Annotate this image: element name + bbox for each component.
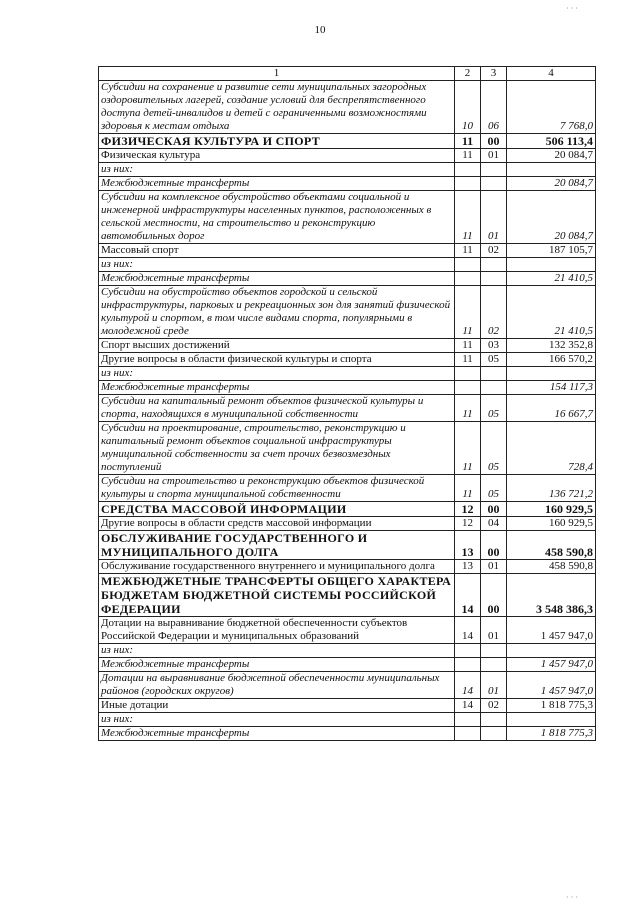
scan-mark: · · · xyxy=(566,4,578,13)
row-section-code: 14 xyxy=(455,574,481,617)
row-amount: 132 352,8 xyxy=(507,339,596,353)
row-amount: 154 117,3 xyxy=(507,381,596,395)
table-row xyxy=(99,244,596,258)
row-name: Межбюджетные трансферты xyxy=(99,381,455,395)
row-section-code: 11 xyxy=(455,475,481,502)
row-subsection-code: 05 xyxy=(481,422,507,475)
row-amount: 20 084,7 xyxy=(507,191,596,244)
row-section-code xyxy=(455,381,481,395)
row-subsection-code: 06 xyxy=(481,81,507,134)
row-section-code xyxy=(455,727,481,741)
row-name: Субсидии на комплексное обустройство объектами социальной и инженерной инфраструктуры населенных пунктов, расположенных в сельской местности, на строительство и реконструкцию автомобильных дорог xyxy=(99,191,455,244)
table-row xyxy=(99,258,596,272)
row-name: Обслуживание государственного внутреннего и муниципального долга xyxy=(99,560,455,574)
row-section-code xyxy=(455,367,481,381)
row-section-code: 13 xyxy=(455,531,481,560)
row-amount xyxy=(507,713,596,727)
row-subsection-code: 01 xyxy=(481,617,507,644)
row-name: Субсидии на капитальный ремонт объектов физической культуры и спорта, находящихся в муниципальной собственности xyxy=(99,395,455,422)
table-row xyxy=(99,272,596,286)
row-section-code xyxy=(455,163,481,177)
row-section-code: 14 xyxy=(455,617,481,644)
table-row xyxy=(99,149,596,163)
row-name: из них: xyxy=(99,163,455,177)
table-row xyxy=(99,134,596,149)
table-row xyxy=(99,163,596,177)
row-section-code xyxy=(455,272,481,286)
row-amount: 1 818 775,3 xyxy=(507,727,596,741)
table-row xyxy=(99,531,596,560)
row-amount: 728,4 xyxy=(507,422,596,475)
table-row xyxy=(99,353,596,367)
row-subsection-code xyxy=(481,367,507,381)
table-row xyxy=(99,286,596,339)
table-row xyxy=(99,617,596,644)
row-subsection-code xyxy=(481,163,507,177)
row-amount: 1 457 947,0 xyxy=(507,672,596,699)
row-section-code: 14 xyxy=(455,699,481,713)
table-row xyxy=(99,339,596,353)
table-row xyxy=(99,560,596,574)
row-subsection-code: 02 xyxy=(481,699,507,713)
row-amount: 1 818 775,3 xyxy=(507,699,596,713)
row-subsection-code xyxy=(481,258,507,272)
row-amount: 1 457 947,0 xyxy=(507,658,596,672)
row-amount: 506 113,4 xyxy=(507,134,596,149)
row-name: Субсидии на проектирование, строительство, реконструкцию и капитальный ремонт объектов социальной инфраструктуры муниципальной собственности за счет прочих безвозмездных поступлений xyxy=(99,422,455,475)
row-amount: 3 548 386,3 xyxy=(507,574,596,617)
row-section-code: 11 xyxy=(455,422,481,475)
row-name: Дотации на выравнивание бюджетной обеспеченности муниципальных районов (городских округов) xyxy=(99,672,455,699)
row-subsection-code: 02 xyxy=(481,244,507,258)
row-amount: 7 768,0 xyxy=(507,81,596,134)
row-subsection-code: 05 xyxy=(481,395,507,422)
row-name: МЕЖБЮДЖЕТНЫЕ ТРАНСФЕРТЫ ОБЩЕГО ХАРАКТЕРА БЮДЖЕТАМ БЮДЖЕТНОЙ СИСТЕМЫ РОССИЙСКОЙ ФЕДЕРАЦИИ xyxy=(99,574,455,617)
row-section-code: 12 xyxy=(455,517,481,531)
row-amount: 20 084,7 xyxy=(507,177,596,191)
table-row xyxy=(99,381,596,395)
table-row xyxy=(99,574,596,617)
row-section-code: 12 xyxy=(455,502,481,517)
row-name: Другие вопросы в области физической культуры и спорта xyxy=(99,353,455,367)
row-amount xyxy=(507,644,596,658)
row-section-code: 11 xyxy=(455,134,481,149)
row-amount: 21 410,5 xyxy=(507,286,596,339)
table-row xyxy=(99,699,596,713)
row-name: ФИЗИЧЕСКАЯ КУЛЬТУРА И СПОРТ xyxy=(99,134,455,149)
row-section-code: 11 xyxy=(455,395,481,422)
header-cell: 2 xyxy=(455,67,481,81)
row-section-code: 13 xyxy=(455,560,481,574)
table-row xyxy=(99,502,596,517)
row-section-code xyxy=(455,713,481,727)
row-section-code: 11 xyxy=(455,353,481,367)
row-name: СРЕДСТВА МАССОВОЙ ИНФОРМАЦИИ xyxy=(99,502,455,517)
header-cell: 3 xyxy=(481,67,507,81)
row-amount: 458 590,8 xyxy=(507,531,596,560)
row-name: из них: xyxy=(99,258,455,272)
row-name: Межбюджетные трансферты xyxy=(99,272,455,286)
row-name: из них: xyxy=(99,644,455,658)
row-amount: 20 084,7 xyxy=(507,149,596,163)
row-name: ОБСЛУЖИВАНИЕ ГОСУДАРСТВЕННОГО И МУНИЦИПАЛЬНОГО ДОЛГА xyxy=(99,531,455,560)
table-header-row xyxy=(99,67,596,81)
budget-table xyxy=(98,66,596,741)
row-name: Спорт высших достижений xyxy=(99,339,455,353)
row-subsection-code: 02 xyxy=(481,286,507,339)
row-section-code: 11 xyxy=(455,286,481,339)
row-section-code: 11 xyxy=(455,149,481,163)
table-row xyxy=(99,658,596,672)
page-number: 10 xyxy=(314,24,326,36)
row-name: Дотации на выравнивание бюджетной обеспеченности субъектов Российской Федерации и муниципальных образований xyxy=(99,617,455,644)
row-subsection-code xyxy=(481,713,507,727)
row-subsection-code xyxy=(481,272,507,286)
row-name: Другие вопросы в области средств массовой информации xyxy=(99,517,455,531)
row-name: Межбюджетные трансферты xyxy=(99,658,455,672)
table-row xyxy=(99,713,596,727)
row-subsection-code: 00 xyxy=(481,134,507,149)
row-subsection-code: 03 xyxy=(481,339,507,353)
row-name: Физическая культура xyxy=(99,149,455,163)
row-section-code: 14 xyxy=(455,672,481,699)
row-subsection-code: 00 xyxy=(481,574,507,617)
row-amount: 16 667,7 xyxy=(507,395,596,422)
row-subsection-code: 05 xyxy=(481,475,507,502)
row-section-code xyxy=(455,177,481,191)
header-cell: 1 xyxy=(99,67,455,81)
scan-mark: · · · xyxy=(566,893,578,902)
table-row xyxy=(99,517,596,531)
row-subsection-code xyxy=(481,658,507,672)
row-subsection-code: 00 xyxy=(481,531,507,560)
row-amount: 458 590,8 xyxy=(507,560,596,574)
table-row xyxy=(99,644,596,658)
row-amount: 21 410,5 xyxy=(507,272,596,286)
row-amount: 187 105,7 xyxy=(507,244,596,258)
table-row xyxy=(99,475,596,502)
row-subsection-code: 01 xyxy=(481,560,507,574)
row-name: из них: xyxy=(99,713,455,727)
row-name: Межбюджетные трансферты xyxy=(99,727,455,741)
row-name: Субсидии на обустройство объектов городской и сельской инфраструктуры, парковых и рекреационных зон для занятий физической культурой и спортом, в том числе видами спорта, популярными в молодежной среде xyxy=(99,286,455,339)
row-section-code: 11 xyxy=(455,339,481,353)
table-row xyxy=(99,727,596,741)
row-subsection-code xyxy=(481,727,507,741)
row-amount: 136 721,2 xyxy=(507,475,596,502)
row-subsection-code xyxy=(481,644,507,658)
row-name: Субсидии на сохранение и развитие сети муниципальных загородных оздоровительных лагерей, создание условий для беспрепятственного доступа детей-инвалидов и детей с ограниченными возможностями здоровья к местам отдыха xyxy=(99,81,455,134)
row-section-code xyxy=(455,258,481,272)
row-subsection-code: 01 xyxy=(481,191,507,244)
row-section-code: 11 xyxy=(455,244,481,258)
row-subsection-code: 04 xyxy=(481,517,507,531)
row-name: Массовый спорт xyxy=(99,244,455,258)
row-name: Межбюджетные трансферты xyxy=(99,177,455,191)
row-name: Иные дотации xyxy=(99,699,455,713)
row-amount xyxy=(507,258,596,272)
row-amount xyxy=(507,367,596,381)
table-row xyxy=(99,81,596,134)
table-row xyxy=(99,422,596,475)
row-subsection-code: 01 xyxy=(481,149,507,163)
row-subsection-code: 05 xyxy=(481,353,507,367)
header-cell: 4 xyxy=(507,67,596,81)
row-subsection-code: 00 xyxy=(481,502,507,517)
row-amount: 1 457 947,0 xyxy=(507,617,596,644)
row-amount xyxy=(507,163,596,177)
table-row xyxy=(99,395,596,422)
row-name: из них: xyxy=(99,367,455,381)
row-amount: 166 570,2 xyxy=(507,353,596,367)
row-section-code: 11 xyxy=(455,191,481,244)
row-subsection-code: 01 xyxy=(481,672,507,699)
row-name: Субсидии на строительство и реконструкцию объектов физической культуры и спорта муниципальной собственности xyxy=(99,475,455,502)
row-amount: 160 929,5 xyxy=(507,517,596,531)
row-section-code xyxy=(455,658,481,672)
table-row xyxy=(99,367,596,381)
row-subsection-code xyxy=(481,177,507,191)
row-amount: 160 929,5 xyxy=(507,502,596,517)
table-row xyxy=(99,672,596,699)
row-subsection-code xyxy=(481,381,507,395)
row-section-code xyxy=(455,644,481,658)
table-row xyxy=(99,191,596,244)
table-row xyxy=(99,177,596,191)
row-section-code: 10 xyxy=(455,81,481,134)
